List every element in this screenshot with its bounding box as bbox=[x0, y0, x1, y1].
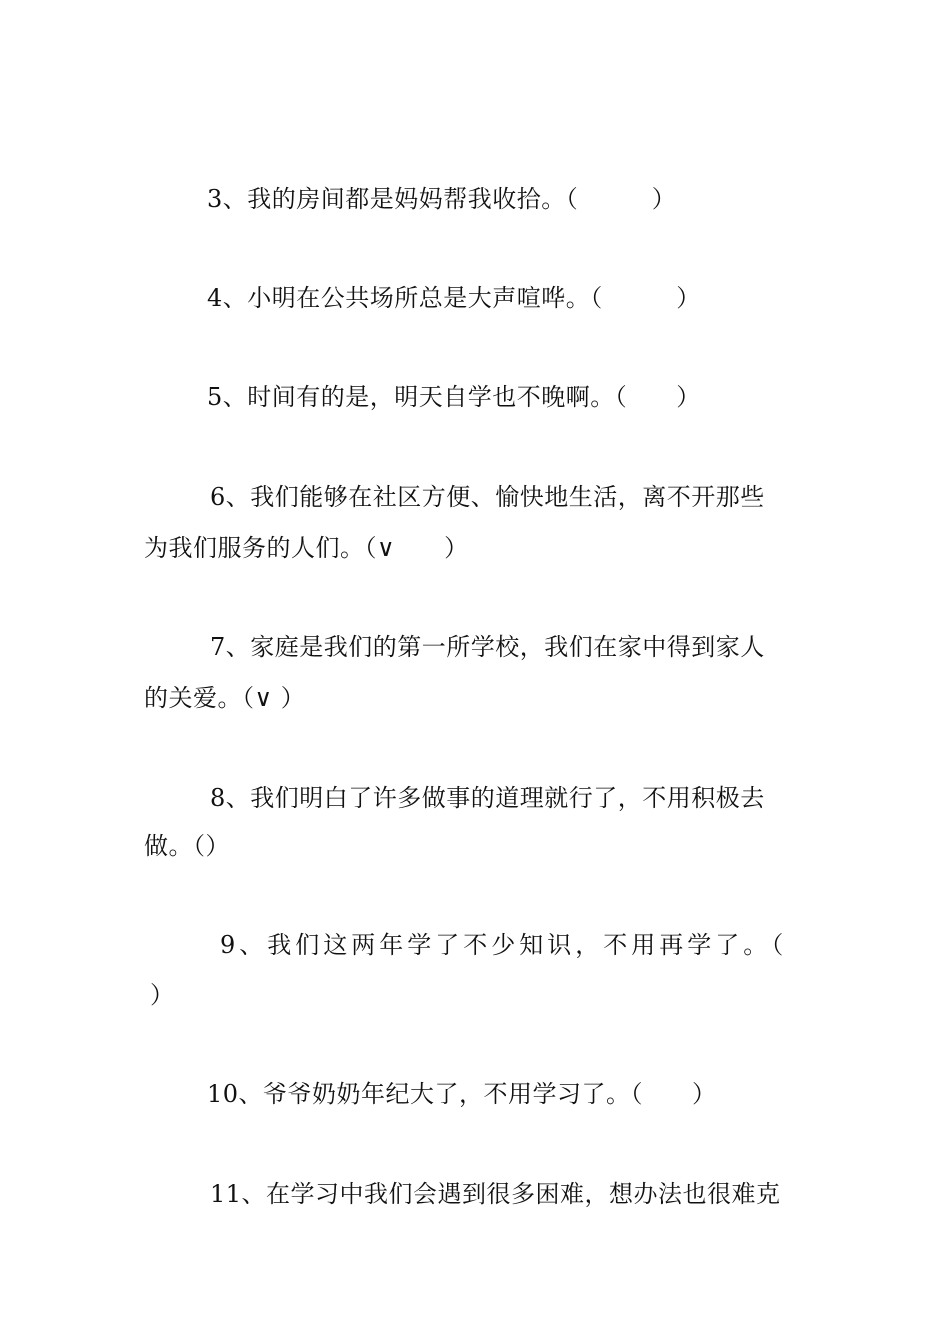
question-5: 5、时间有的是，明天自学也不晚啊。（ ） bbox=[207, 383, 701, 411]
question-7-line-2: 的关爱。（∨ ） bbox=[144, 684, 306, 712]
question-11-line-1: 11、在学习中我们会遇到很多困难，想办法也很难克 bbox=[210, 1180, 781, 1208]
question-7-line-1: 7、家庭是我们的第一所学校，我们在家中得到家人 bbox=[210, 633, 765, 661]
question-6-line-2: 为我们服务的人们。（∨ ） bbox=[144, 534, 469, 562]
question-6-line-1: 6、我们能够在社区方便、愉快地生活，离不开那些 bbox=[210, 483, 765, 511]
question-10: 10、爷爷奶奶年纪大了，不用学习了。（ ） bbox=[207, 1080, 717, 1108]
question-8-line-1: 8、我们明白了许多做事的道理就行了，不用积极去 bbox=[210, 784, 765, 812]
question-4: 4、小明在公共场所总是大声喧哗。（ ） bbox=[207, 284, 701, 312]
question-9-line-2: ） bbox=[150, 981, 175, 1009]
question-9-line-1: 9、我们这两年学了不少知识，不用再学了。（ bbox=[220, 931, 788, 959]
question-8-line-2: 做。（） bbox=[144, 832, 230, 860]
question-3: 3、我的房间都是妈妈帮我收拾。（ ） bbox=[207, 185, 677, 213]
